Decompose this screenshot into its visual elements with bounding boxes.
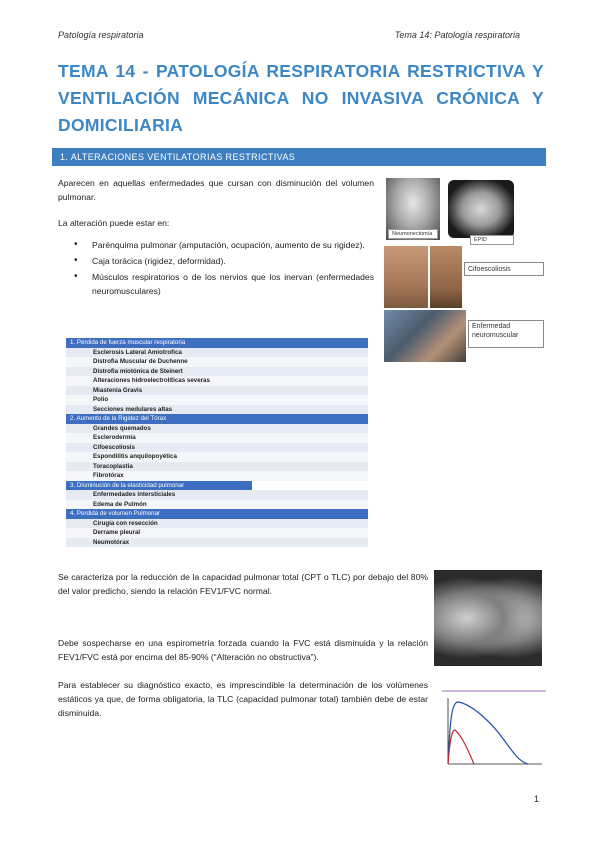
table-row: Fibrotórax	[66, 471, 368, 481]
sospecha-paragraph: Debe sospecharse en una espirometría forzada cuando la FVC está disminuida y la relación FEV1/FVC está por encima del 85-90% (“Alteración no obstructiva”).	[58, 638, 428, 662]
page-number: 1	[534, 794, 540, 804]
epid-caption: EPID	[470, 235, 514, 245]
flow-volume-curve	[442, 688, 546, 770]
intro-paragraph: Aparecen en aquellas enfermedades que cursan con disminución del volumen pulmonar.	[58, 178, 374, 202]
table-row: Neumotórax	[66, 538, 368, 548]
definition-paragraph: Se caracteriza por la reducción de la capacidad pulmonar total (CPT o TLC) por debajo del 80% del valor predicho, siendo la relación FEV1/FVC normal.	[58, 572, 428, 596]
bullet-dot-icon: •	[74, 255, 78, 266]
chest-xray-image	[434, 570, 542, 666]
header-left: Patología respiratoria	[58, 30, 144, 40]
table-row: Secciones medulares altas	[66, 405, 368, 415]
table-group-header: 1. Pérdida de fuerza muscular respiratoria	[66, 338, 368, 348]
table-row: Cifoescoliosis	[66, 443, 368, 453]
table-group-header: 3. Disminución de la elasticidad pulmonar	[66, 481, 252, 491]
table-row: Grandes quemados	[66, 424, 368, 434]
bullet-item: • Músculos respiratorios o de los nervios que los inervan (enfermedades neuromusculares)	[74, 271, 374, 296]
causes-table	[66, 338, 368, 547]
alteracion-paragraph: La alteración puede estar en:	[58, 218, 170, 228]
table-group-header: 2. Aumento de la Rigidez del Tórax	[66, 414, 368, 424]
cifoescoliosis-photo-2	[430, 246, 462, 308]
neumonectomia-caption: Neumonectomía	[388, 229, 438, 239]
epid-ct-image	[448, 180, 514, 238]
table-row: Enfermedades intersticiales	[66, 490, 368, 500]
table-row: Distrofia miotónica de Steinert	[66, 367, 368, 377]
cifoescoliosis-caption: Cifoescoliosis	[464, 262, 544, 276]
restrictive-curve-line	[448, 730, 474, 764]
cifoescoliosis-photo-1	[384, 246, 428, 308]
table-row: Miastenia Gravis	[66, 386, 368, 396]
table-row: Alteraciones hidroelectrolíticas severas	[66, 376, 368, 386]
table-row: Distrofia Muscular de Duchenne	[66, 357, 368, 367]
header-right: Tema 14: Patología respiratoria	[394, 30, 520, 40]
bullet-dot-icon: •	[74, 271, 78, 282]
table-row: Esclerodermia	[66, 433, 368, 443]
table-row: Toracoplastia	[66, 462, 368, 472]
page-title: TEMA 14 - PATOLOGÍA RESPIRATORIA RESTRICTIVA Y VENTILACIÓN MECÁNICA NO INVASIVA CRÓNICA Y DOMICILIARIA	[58, 61, 544, 135]
neuromuscular-caption: Enfermedad neuromuscular	[468, 320, 544, 348]
normal-curve-line	[448, 702, 528, 764]
table-row: Derrame pleural	[66, 528, 368, 538]
diagnostico-paragraph: Para establecer su diagnóstico exacto, es imprescindible la determinación de los volúmenes estáticos ya que, de forma obligatoria, la TLC (capacidad pulmonar total) también debe de estar disminuida.	[58, 680, 428, 718]
table-row: Esclerosis Lateral Amiotrofica	[66, 348, 368, 358]
neuromuscular-patient-photo	[384, 310, 466, 362]
bullet-dot-icon: •	[74, 239, 78, 250]
bullet-item: • Parénquima pulmonar (amputación, ocupación, aumento de su rigidez).	[74, 239, 365, 250]
table-row: Espondilitis anquilopoyética	[66, 452, 368, 462]
section-heading: 1. ALTERACIONES VENTILATORIAS RESTRICTIVAS	[52, 148, 546, 166]
table-row: Edema de Pulmón	[66, 500, 368, 510]
table-group-header: 4. Perdida de volumen Pulmonar	[66, 509, 368, 519]
table-row: Cirugía con resección	[66, 519, 368, 529]
page-header	[58, 30, 520, 44]
bullet-item: • Caja torácica (rigidez, deformidad).	[74, 255, 226, 266]
bullet-list	[74, 238, 374, 300]
table-row: Polio	[66, 395, 368, 405]
